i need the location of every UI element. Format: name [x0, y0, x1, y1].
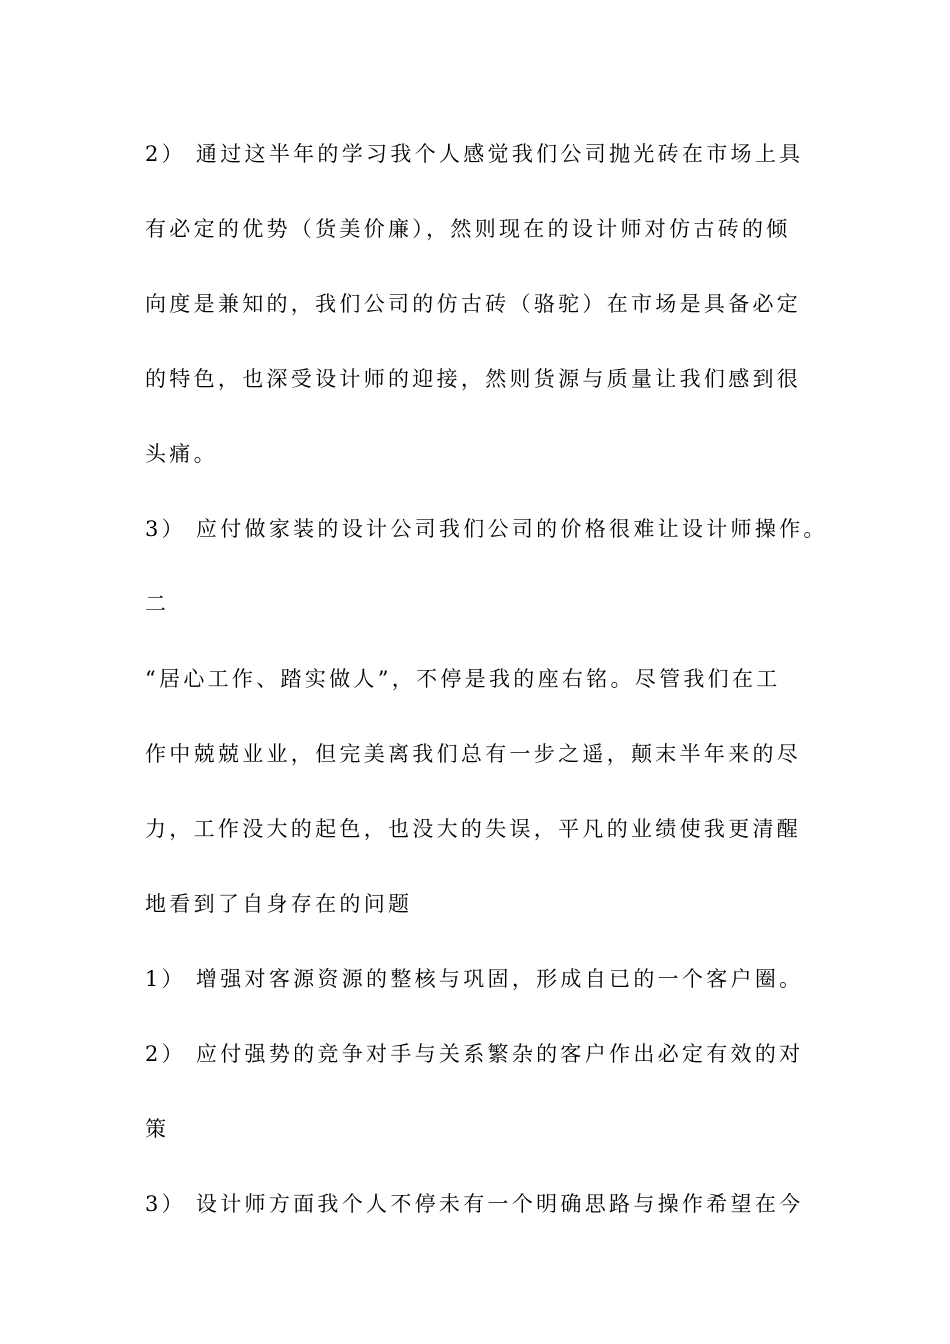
- text-line: 作中兢兢业业，但完美离我们总有一步之遥，颠末半年来的尽: [145, 742, 802, 766]
- document-body: [145, 132, 828, 1257]
- text-line: 头痛。: [145, 442, 218, 466]
- text-line: 3） 设计师方面我个人不停未有一个明确思路与操作希望在今: [145, 1192, 804, 1216]
- text-line: 策: [145, 1117, 170, 1141]
- text-line: 2） 应付强势的竞争对手与关系繁杂的客户作出必定有效的对: [145, 1042, 804, 1066]
- text-line: 3） 应付做家装的设计公司我们公司的价格很难让设计师操作。: [145, 517, 828, 541]
- text-line: 1） 增强对客源资源的整核与巩固，形成自已的一个客户圈。: [145, 967, 804, 991]
- text-line: 地看到了自身存在的问题: [145, 892, 413, 916]
- text-line: 的特色，也深受设计师的迎接，然则货源与质量让我们感到很: [145, 367, 802, 391]
- text-line: “居心工作、踏实做人”，不停是我的座右铭。尽管我们在工: [145, 667, 781, 691]
- section-heading: 二: [145, 592, 170, 616]
- text-line: 2） 通过这半年的学习我个人感觉我们公司抛光砖在市场上具: [145, 142, 804, 166]
- text-line: 向度是兼知的，我们公司的仿古砖（骆驼）在市场是具备必定: [145, 292, 802, 316]
- text-line: 有必定的优势（货美价廉），然则现在的设计师对仿古砖的倾: [145, 217, 791, 241]
- text-line: 力，工作没大的起色，也没大的失误，平凡的业绩使我更清醒: [145, 817, 802, 841]
